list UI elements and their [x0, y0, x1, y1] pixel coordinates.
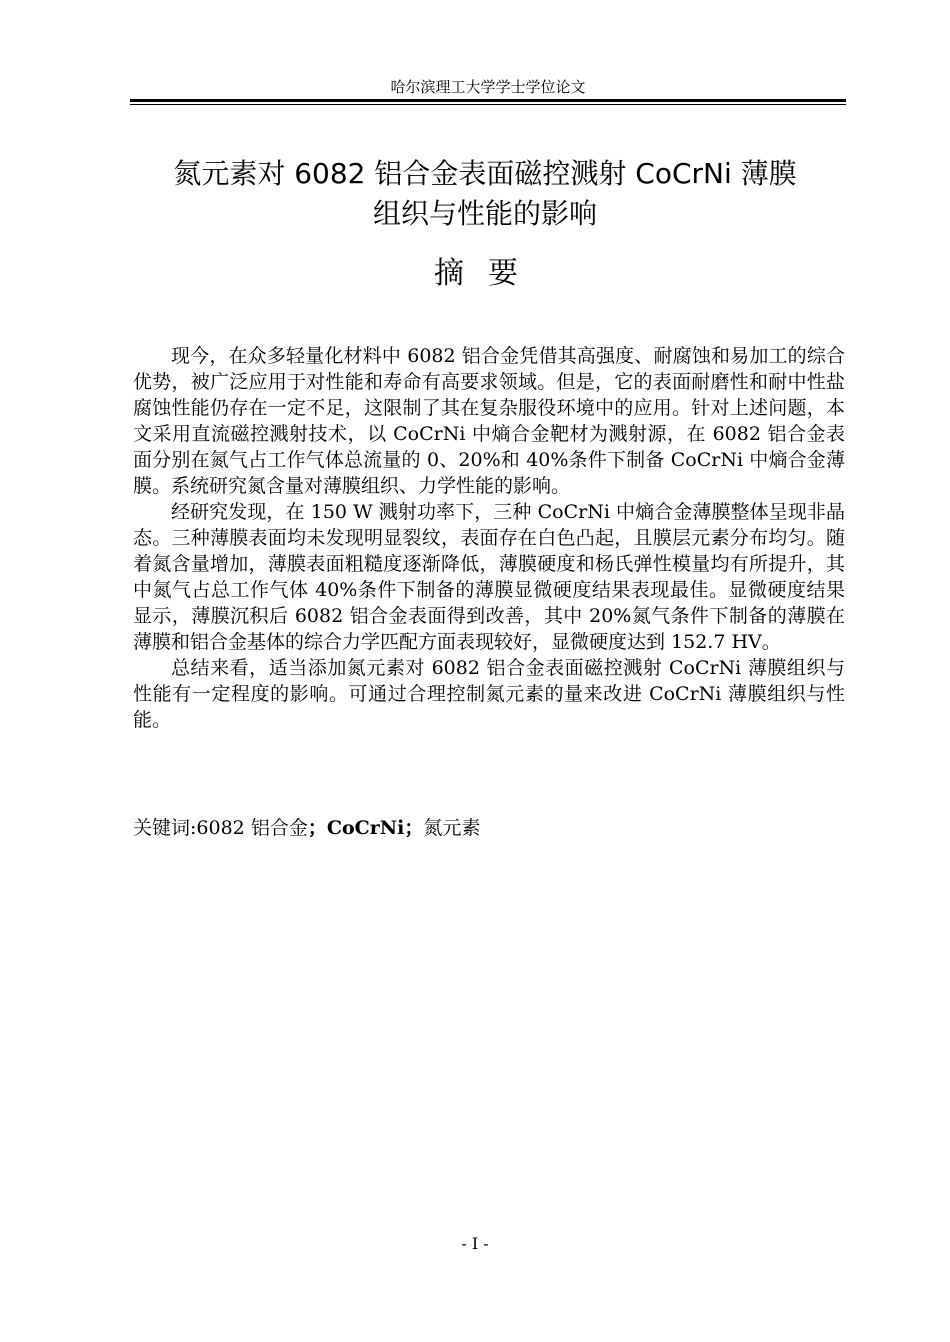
running-header: 哈尔滨理工大学学士学位论文	[390, 78, 586, 96]
keyword-2: CoCrNi	[326, 817, 405, 839]
keyword-separator-2: ；	[404, 817, 424, 839]
thesis-title-line-1: 氮元素对 6082 铝合金表面磁控溅射 CoCrNi 薄膜	[173, 157, 797, 190]
keyword-1: 6082 铝合金	[196, 817, 308, 839]
thesis-title-line-2: 组织与性能的影响	[372, 197, 597, 230]
abstract-paragraph-1: 现今，在众多轻量化材料中 6082 铝合金凭借其高强度、耐腐蚀和易加工的综合优势，被广泛应用于对性能和寿命有高要求领域。但是，它的表面耐磨性和耐中性盐腐蚀性能仍存在一定不足，这限制了其在复杂服役环境中的应用。针对上述问题，本文采用直流磁控溅射技术，以 CoCrNi 中熵合金靶材为溅射源，在 6082 铝合金表面分别在氮气占工作气体总流量的 0、20%和 40%条件下制备 CoCrNi 中熵合金薄膜。系统研究氮含量对薄膜组织、力学性能的影响。	[133, 345, 845, 497]
keyword-3: 氮元素	[423, 817, 481, 839]
page-number: - I -	[461, 1234, 489, 1253]
thesis-title	[120, 154, 850, 234]
keywords-label: 关键词	[133, 817, 191, 839]
keyword-separator-1: ；	[307, 817, 327, 839]
keywords-line	[133, 815, 845, 841]
abstract-paragraph-2: 经研究发现，在 150 W 溅射功率下，三种 CoCrNi 中熵合金薄膜整体呈现非晶态。三种薄膜表面均未发现明显裂纹，表面存在白色凸起，且膜层元素分布均匀。随着氮含量增加，薄膜表面粗糙度逐渐降低，薄膜硬度和杨氏弹性模量均有所提升，其中氮气占总工作气体 40%条件下制备的薄膜显微硬度结果表现最佳。显微硬度结果显示，薄膜沉积后 6082 铝合金表面得到改善，其中 20%氮气条件下制备的薄膜在薄膜和铝合金基体的综合力学匹配方面表现较好，显微硬度达到 152.7 HV。	[133, 501, 845, 653]
header-rule-thin	[130, 104, 846, 105]
keywords-separator: :	[190, 817, 197, 839]
abstract-heading: 摘要	[434, 256, 542, 291]
header-rule-thick	[130, 99, 846, 102]
abstract-body	[133, 343, 845, 733]
abstract-paragraph-3: 总结来看，适当添加氮元素对 6082 铝合金表面磁控溅射 CoCrNi 薄膜组织与性能有一定程度的影响。可通过合理控制氮元素的量来改进 CoCrNi 薄膜组织与性能。	[133, 657, 845, 731]
